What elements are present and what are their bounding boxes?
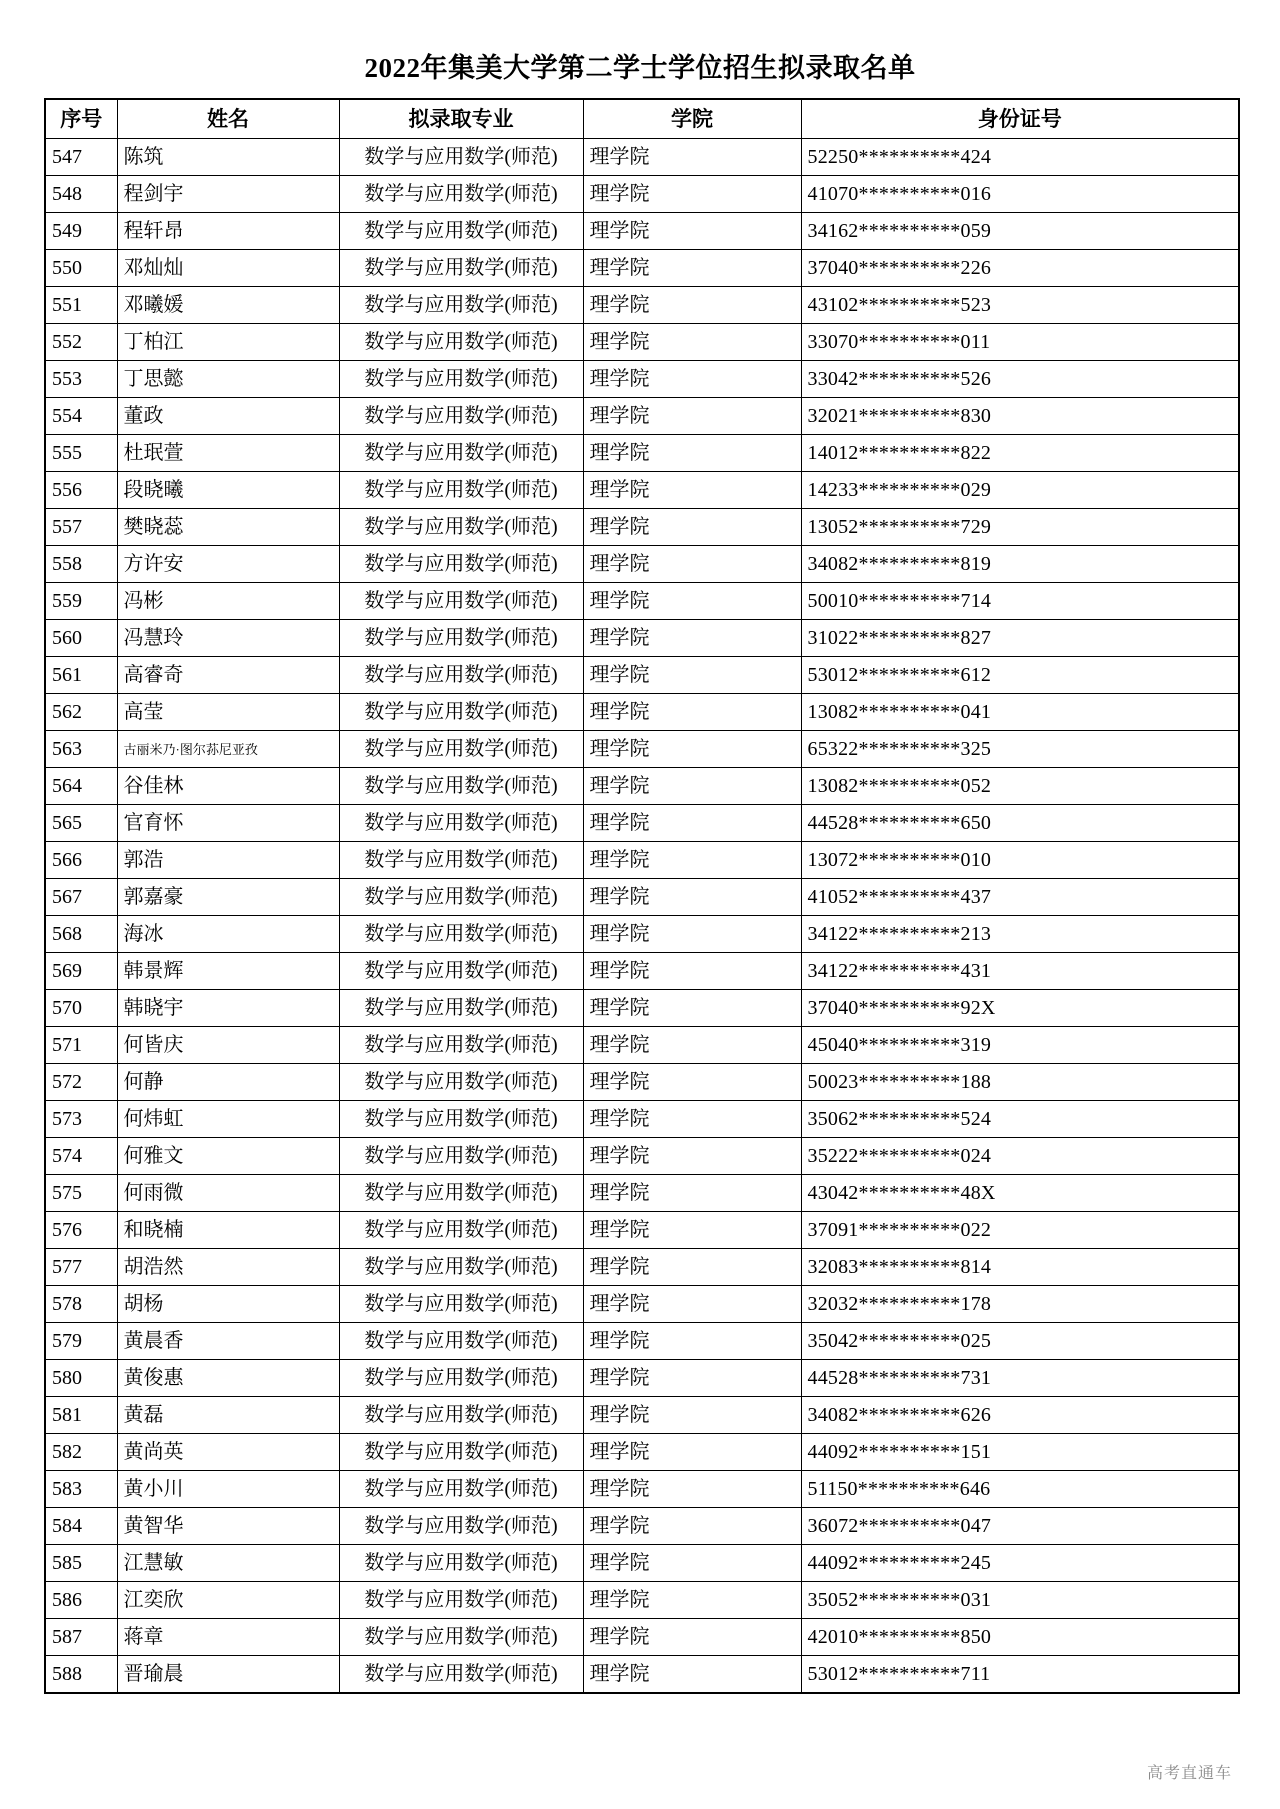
cell-name: 樊晓蕊: [117, 509, 339, 546]
table-row: [45, 1212, 1239, 1249]
cell-name: 冯彬: [117, 583, 339, 620]
cell-major: 数学与应用数学(师范): [339, 1212, 583, 1249]
cell-id-number: 45040**********319: [801, 1027, 1239, 1064]
cell-name: 古丽米乃·图尔荪尼亚孜: [117, 731, 339, 768]
cell-major: 数学与应用数学(师范): [339, 1397, 583, 1434]
cell-name: 晋瑜晨: [117, 1656, 339, 1694]
cell-major: 数学与应用数学(师范): [339, 1619, 583, 1656]
cell-major: 数学与应用数学(师范): [339, 176, 583, 213]
table-row: [45, 546, 1239, 583]
cell-name: 黄俊惠: [117, 1360, 339, 1397]
cell-major: 数学与应用数学(师范): [339, 1138, 583, 1175]
cell-id-number: 14012**********822: [801, 435, 1239, 472]
cell-seq: 556: [45, 472, 117, 509]
cell-name: 程轩昂: [117, 213, 339, 250]
cell-id-number: 34082**********819: [801, 546, 1239, 583]
cell-seq: 548: [45, 176, 117, 213]
cell-college: 理学院: [583, 694, 801, 731]
table-row: [45, 1397, 1239, 1434]
cell-id-number: 36072**********047: [801, 1508, 1239, 1545]
column-header-id: 身份证号: [801, 99, 1239, 139]
table-row: [45, 1286, 1239, 1323]
cell-seq: 547: [45, 139, 117, 176]
cell-name: 陈筑: [117, 139, 339, 176]
cell-college: 理学院: [583, 1508, 801, 1545]
cell-name: 江奕欣: [117, 1582, 339, 1619]
cell-seq: 560: [45, 620, 117, 657]
cell-name: 方许安: [117, 546, 339, 583]
cell-name: 黄晨香: [117, 1323, 339, 1360]
cell-name: 和晓楠: [117, 1212, 339, 1249]
table-row: [45, 1471, 1239, 1508]
table-row: [45, 1249, 1239, 1286]
cell-id-number: 37040**********92X: [801, 990, 1239, 1027]
cell-seq: 570: [45, 990, 117, 1027]
cell-college: 理学院: [583, 1582, 801, 1619]
table-row: [45, 1656, 1239, 1694]
cell-major: 数学与应用数学(师范): [339, 1360, 583, 1397]
cell-name: 何皆庆: [117, 1027, 339, 1064]
cell-major: 数学与应用数学(师范): [339, 1582, 583, 1619]
cell-major: 数学与应用数学(师范): [339, 1545, 583, 1582]
cell-major: 数学与应用数学(师范): [339, 731, 583, 768]
cell-id-number: 32083**********814: [801, 1249, 1239, 1286]
table-row: [45, 139, 1239, 176]
cell-college: 理学院: [583, 990, 801, 1027]
cell-major: 数学与应用数学(师范): [339, 398, 583, 435]
table-row: [45, 398, 1239, 435]
cell-seq: 575: [45, 1175, 117, 1212]
cell-seq: 580: [45, 1360, 117, 1397]
cell-seq: 562: [45, 694, 117, 731]
cell-college: 理学院: [583, 1656, 801, 1694]
cell-college: 理学院: [583, 953, 801, 990]
cell-seq: 558: [45, 546, 117, 583]
cell-seq: 550: [45, 250, 117, 287]
cell-name: 程剑宇: [117, 176, 339, 213]
cell-major: 数学与应用数学(师范): [339, 1249, 583, 1286]
table-row: [45, 1434, 1239, 1471]
table-row: [45, 1101, 1239, 1138]
cell-major: 数学与应用数学(师范): [339, 472, 583, 509]
cell-name: 高睿奇: [117, 657, 339, 694]
cell-id-number: 44092**********245: [801, 1545, 1239, 1582]
admission-roster-table: [44, 98, 1240, 1694]
cell-id-number: 44528**********731: [801, 1360, 1239, 1397]
cell-seq: 573: [45, 1101, 117, 1138]
table-row: [45, 1323, 1239, 1360]
table-row: [45, 435, 1239, 472]
cell-id-number: 34122**********431: [801, 953, 1239, 990]
cell-major: 数学与应用数学(师范): [339, 250, 583, 287]
cell-id-number: 41070**********016: [801, 176, 1239, 213]
table-row: [45, 1619, 1239, 1656]
cell-name: 黄磊: [117, 1397, 339, 1434]
cell-major: 数学与应用数学(师范): [339, 620, 583, 657]
cell-major: 数学与应用数学(师范): [339, 1471, 583, 1508]
cell-name: 胡浩然: [117, 1249, 339, 1286]
table-row: [45, 1064, 1239, 1101]
table-row: [45, 1360, 1239, 1397]
cell-seq: 564: [45, 768, 117, 805]
table-row: [45, 768, 1239, 805]
cell-college: 理学院: [583, 287, 801, 324]
cell-id-number: 13052**********729: [801, 509, 1239, 546]
cell-college: 理学院: [583, 1064, 801, 1101]
cell-seq: 549: [45, 213, 117, 250]
cell-college: 理学院: [583, 472, 801, 509]
cell-id-number: 35042**********025: [801, 1323, 1239, 1360]
cell-major: 数学与应用数学(师范): [339, 1101, 583, 1138]
cell-major: 数学与应用数学(师范): [339, 842, 583, 879]
cell-id-number: 13082**********052: [801, 768, 1239, 805]
cell-name: 何雅文: [117, 1138, 339, 1175]
cell-seq: 577: [45, 1249, 117, 1286]
cell-college: 理学院: [583, 361, 801, 398]
cell-seq: 569: [45, 953, 117, 990]
cell-college: 理学院: [583, 1027, 801, 1064]
cell-id-number: 53012**********711: [801, 1656, 1239, 1694]
cell-seq: 568: [45, 916, 117, 953]
table-header-row: [45, 99, 1239, 139]
cell-college: 理学院: [583, 1471, 801, 1508]
cell-seq: 587: [45, 1619, 117, 1656]
cell-seq: 565: [45, 805, 117, 842]
cell-id-number: 31022**********827: [801, 620, 1239, 657]
cell-name: 何炜虹: [117, 1101, 339, 1138]
cell-college: 理学院: [583, 546, 801, 583]
cell-id-number: 52250**********424: [801, 139, 1239, 176]
cell-major: 数学与应用数学(师范): [339, 953, 583, 990]
cell-major: 数学与应用数学(师范): [339, 287, 583, 324]
cell-college: 理学院: [583, 139, 801, 176]
cell-major: 数学与应用数学(师范): [339, 916, 583, 953]
cell-college: 理学院: [583, 1249, 801, 1286]
cell-id-number: 43042**********48X: [801, 1175, 1239, 1212]
column-header-college: 学院: [583, 99, 801, 139]
cell-major: 数学与应用数学(师范): [339, 509, 583, 546]
cell-seq: 579: [45, 1323, 117, 1360]
cell-college: 理学院: [583, 879, 801, 916]
cell-id-number: 35052**********031: [801, 1582, 1239, 1619]
cell-major: 数学与应用数学(师范): [339, 546, 583, 583]
cell-name: 海冰: [117, 916, 339, 953]
cell-id-number: 41052**********437: [801, 879, 1239, 916]
table-row: [45, 842, 1239, 879]
cell-seq: 578: [45, 1286, 117, 1323]
cell-name: 杜珉萱: [117, 435, 339, 472]
cell-major: 数学与应用数学(师范): [339, 805, 583, 842]
cell-seq: 583: [45, 1471, 117, 1508]
cell-college: 理学院: [583, 1397, 801, 1434]
cell-seq: 574: [45, 1138, 117, 1175]
cell-seq: 586: [45, 1582, 117, 1619]
cell-seq: 588: [45, 1656, 117, 1694]
table-row: [45, 1508, 1239, 1545]
cell-major: 数学与应用数学(师范): [339, 1434, 583, 1471]
cell-major: 数学与应用数学(师范): [339, 1323, 583, 1360]
cell-id-number: 65322**********325: [801, 731, 1239, 768]
cell-major: 数学与应用数学(师范): [339, 1286, 583, 1323]
cell-seq: 557: [45, 509, 117, 546]
cell-seq: 563: [45, 731, 117, 768]
cell-id-number: 34082**********626: [801, 1397, 1239, 1434]
table-row: [45, 879, 1239, 916]
cell-college: 理学院: [583, 583, 801, 620]
cell-id-number: 50010**********714: [801, 583, 1239, 620]
cell-name: 何雨微: [117, 1175, 339, 1212]
table-row: [45, 509, 1239, 546]
cell-major: 数学与应用数学(师范): [339, 1508, 583, 1545]
cell-id-number: 53012**********612: [801, 657, 1239, 694]
cell-id-number: 33042**********526: [801, 361, 1239, 398]
cell-id-number: 35062**********524: [801, 1101, 1239, 1138]
cell-college: 理学院: [583, 324, 801, 361]
table-row: [45, 657, 1239, 694]
cell-college: 理学院: [583, 398, 801, 435]
cell-name: 黄尚英: [117, 1434, 339, 1471]
cell-seq: 552: [45, 324, 117, 361]
cell-id-number: 44092**********151: [801, 1434, 1239, 1471]
cell-seq: 566: [45, 842, 117, 879]
cell-seq: 571: [45, 1027, 117, 1064]
table-row: [45, 583, 1239, 620]
cell-id-number: 44528**********650: [801, 805, 1239, 842]
cell-seq: 554: [45, 398, 117, 435]
cell-college: 理学院: [583, 1434, 801, 1471]
cell-college: 理学院: [583, 916, 801, 953]
table-row: [45, 1582, 1239, 1619]
cell-college: 理学院: [583, 1175, 801, 1212]
roster-table-container: [0, 98, 1280, 1694]
cell-name: 黄小川: [117, 1471, 339, 1508]
cell-major: 数学与应用数学(师范): [339, 324, 583, 361]
cell-id-number: 37091**********022: [801, 1212, 1239, 1249]
table-row: [45, 176, 1239, 213]
table-row: [45, 472, 1239, 509]
table-row: [45, 1175, 1239, 1212]
cell-seq: 572: [45, 1064, 117, 1101]
cell-major: 数学与应用数学(师范): [339, 361, 583, 398]
cell-name: 蒋章: [117, 1619, 339, 1656]
cell-major: 数学与应用数学(师范): [339, 1175, 583, 1212]
cell-seq: 553: [45, 361, 117, 398]
page-title: 2022年集美大学第二学士学位招生拟录取名单: [364, 53, 916, 83]
cell-major: 数学与应用数学(师范): [339, 879, 583, 916]
cell-college: 理学院: [583, 805, 801, 842]
cell-name: 邓曦媛: [117, 287, 339, 324]
column-header-seq: 序号: [45, 99, 117, 139]
table-row: [45, 1545, 1239, 1582]
cell-college: 理学院: [583, 1101, 801, 1138]
cell-name: 董政: [117, 398, 339, 435]
cell-seq: 576: [45, 1212, 117, 1249]
cell-major: 数学与应用数学(师范): [339, 1656, 583, 1694]
table-row: [45, 213, 1239, 250]
cell-id-number: 37040**********226: [801, 250, 1239, 287]
cell-name: 韩景辉: [117, 953, 339, 990]
cell-name: 郭浩: [117, 842, 339, 879]
column-header-name: 姓名: [117, 99, 339, 139]
cell-seq: 581: [45, 1397, 117, 1434]
cell-id-number: 32021**********830: [801, 398, 1239, 435]
cell-seq: 567: [45, 879, 117, 916]
column-header-major: 拟录取专业: [339, 99, 583, 139]
cell-major: 数学与应用数学(师范): [339, 768, 583, 805]
cell-seq: 555: [45, 435, 117, 472]
cell-college: 理学院: [583, 1323, 801, 1360]
cell-id-number: 43102**********523: [801, 287, 1239, 324]
table-body: [45, 139, 1239, 1694]
cell-name: 冯慧玲: [117, 620, 339, 657]
cell-name: 谷佳林: [117, 768, 339, 805]
cell-major: 数学与应用数学(师范): [339, 213, 583, 250]
cell-id-number: 51150**********646: [801, 1471, 1239, 1508]
watermark: 高考直通车: [1146, 1765, 1232, 1782]
cell-seq: 559: [45, 583, 117, 620]
cell-major: 数学与应用数学(师范): [339, 657, 583, 694]
cell-seq: 582: [45, 1434, 117, 1471]
cell-college: 理学院: [583, 213, 801, 250]
table-row: [45, 1027, 1239, 1064]
cell-id-number: 42010**********850: [801, 1619, 1239, 1656]
cell-id-number: 32032**********178: [801, 1286, 1239, 1323]
cell-name: 胡杨: [117, 1286, 339, 1323]
cell-college: 理学院: [583, 250, 801, 287]
cell-seq: 585: [45, 1545, 117, 1582]
cell-college: 理学院: [583, 1286, 801, 1323]
cell-id-number: 14233**********029: [801, 472, 1239, 509]
cell-college: 理学院: [583, 731, 801, 768]
table-row: [45, 620, 1239, 657]
table-row: [45, 324, 1239, 361]
cell-id-number: 33070**********011: [801, 324, 1239, 361]
cell-id-number: 34122**********213: [801, 916, 1239, 953]
cell-name: 丁柏江: [117, 324, 339, 361]
cell-major: 数学与应用数学(师范): [339, 990, 583, 1027]
cell-id-number: 13082**********041: [801, 694, 1239, 731]
cell-college: 理学院: [583, 176, 801, 213]
cell-name: 官育怀: [117, 805, 339, 842]
table-row: [45, 805, 1239, 842]
cell-major: 数学与应用数学(师范): [339, 1027, 583, 1064]
table-row: [45, 287, 1239, 324]
cell-college: 理学院: [583, 1138, 801, 1175]
cell-id-number: 34162**********059: [801, 213, 1239, 250]
cell-seq: 584: [45, 1508, 117, 1545]
cell-name: 韩晓宇: [117, 990, 339, 1027]
cell-major: 数学与应用数学(师范): [339, 694, 583, 731]
table-row: [45, 953, 1239, 990]
cell-seq: 561: [45, 657, 117, 694]
table-row: [45, 916, 1239, 953]
cell-college: 理学院: [583, 768, 801, 805]
cell-name: 段晓曦: [117, 472, 339, 509]
cell-name: 邓灿灿: [117, 250, 339, 287]
table-row: [45, 731, 1239, 768]
cell-id-number: 13072**********010: [801, 842, 1239, 879]
table-row: [45, 694, 1239, 731]
cell-college: 理学院: [583, 620, 801, 657]
cell-college: 理学院: [583, 1212, 801, 1249]
cell-major: 数学与应用数学(师范): [339, 139, 583, 176]
cell-college: 理学院: [583, 509, 801, 546]
table-row: [45, 1138, 1239, 1175]
cell-college: 理学院: [583, 1619, 801, 1656]
table-row: [45, 250, 1239, 287]
cell-id-number: 50023**********188: [801, 1064, 1239, 1101]
table-row: [45, 361, 1239, 398]
cell-major: 数学与应用数学(师范): [339, 583, 583, 620]
cell-college: 理学院: [583, 1360, 801, 1397]
cell-name: 江慧敏: [117, 1545, 339, 1582]
cell-name: 何静: [117, 1064, 339, 1101]
cell-name: 黄智华: [117, 1508, 339, 1545]
cell-college: 理学院: [583, 1545, 801, 1582]
cell-id-number: 35222**********024: [801, 1138, 1239, 1175]
cell-college: 理学院: [583, 657, 801, 694]
cell-name: 丁思懿: [117, 361, 339, 398]
cell-name: 郭嘉豪: [117, 879, 339, 916]
cell-major: 数学与应用数学(师范): [339, 1064, 583, 1101]
cell-college: 理学院: [583, 435, 801, 472]
cell-name: 高莹: [117, 694, 339, 731]
table-row: [45, 990, 1239, 1027]
cell-major: 数学与应用数学(师范): [339, 435, 583, 472]
cell-college: 理学院: [583, 842, 801, 879]
cell-seq: 551: [45, 287, 117, 324]
